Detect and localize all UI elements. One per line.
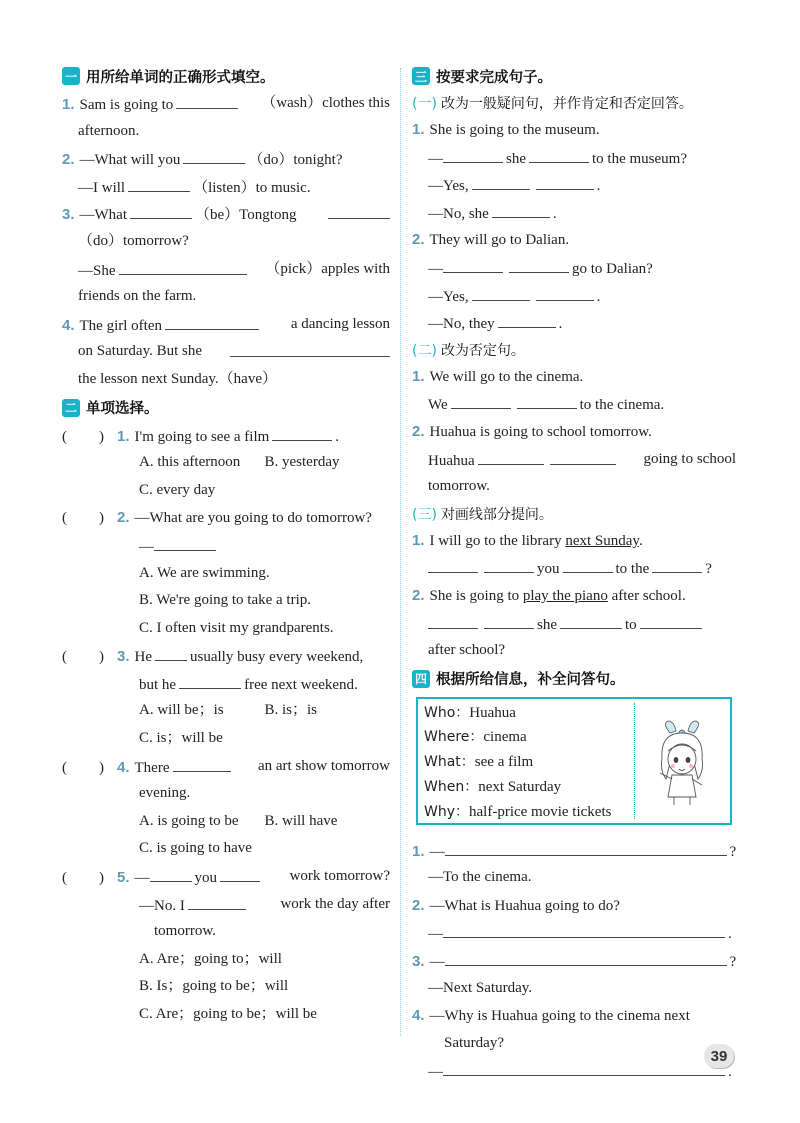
question-text: you: [194, 870, 218, 887]
exercise-line: [62, 311, 390, 339]
question-text: .: [558, 316, 563, 333]
answer-blank[interactable]: [529, 144, 589, 163]
exercise-line: [62, 145, 390, 173]
exercise-line: [62, 863, 390, 891]
answer-blank[interactable]: [130, 200, 192, 219]
girl-illustration: [650, 719, 714, 807]
info-row: [424, 750, 634, 775]
option-c[interactable]: C. Are；going to be；will be: [139, 1006, 317, 1022]
question-text: （be）Tongtong: [195, 207, 297, 224]
answer-blank[interactable]: [272, 422, 332, 441]
exercise-line: [412, 418, 736, 446]
answer-blank[interactable]: [640, 610, 702, 629]
info-key: When：: [424, 779, 479, 796]
left-column: [62, 62, 390, 1029]
question-text: you: [537, 561, 560, 578]
question-text: There: [134, 759, 170, 776]
question-text: —: [139, 538, 154, 555]
question-number: 2.: [117, 509, 130, 527]
option-b[interactable]: B. We're going to take a trip.: [139, 592, 312, 609]
exercise-line: [412, 282, 736, 310]
question-text: —What are you going to do tomorrow?: [134, 510, 372, 527]
question-text: free next weekend.: [244, 676, 358, 693]
question-text: work the day after: [280, 895, 390, 912]
exercise-line: [62, 504, 390, 532]
section-title: 按要求完成句子。: [436, 69, 552, 86]
question-text: .: [335, 428, 340, 445]
question-number: 3.: [62, 206, 75, 224]
exercise-line: [412, 892, 736, 920]
question-number: 1.: [62, 96, 75, 113]
section-badge: 四: [412, 670, 430, 688]
answer-blank[interactable]: [220, 863, 260, 882]
option-c[interactable]: C. every day: [139, 481, 216, 498]
subsection-title: 改为一般疑问句，并作肯定和否定回答。: [440, 96, 693, 112]
question-number: 5.: [117, 869, 130, 887]
question-number: 2.: [412, 896, 425, 914]
exercise-line: [412, 116, 736, 144]
question-text: ?: [729, 843, 737, 860]
column-divider: [400, 68, 401, 1036]
answer-blank[interactable]: [472, 171, 530, 190]
subsection-title: 对画线部分提问。: [440, 506, 553, 523]
exercise-line: [412, 446, 736, 474]
answer-blank[interactable]: [328, 200, 390, 219]
question-number: 4.: [412, 1007, 425, 1025]
question-text: —: [428, 1064, 443, 1081]
question-number: 1.: [117, 427, 130, 445]
exercise-line: [412, 1057, 736, 1085]
answer-blank[interactable]: [536, 171, 594, 190]
question-text: He: [134, 649, 153, 666]
question-text: I will go to the library: [429, 532, 562, 549]
answer-blank[interactable]: [443, 144, 503, 163]
question-text: she: [537, 616, 557, 633]
question-text: —To the cinema.: [428, 869, 532, 886]
exercise-line: [412, 1002, 736, 1030]
answer-blank[interactable]: [150, 863, 192, 882]
info-value: Huahua: [469, 704, 516, 721]
info-row: [424, 701, 634, 726]
section-badge: 三: [412, 67, 430, 85]
option-c[interactable]: C. I often visit my grandparents.: [139, 619, 334, 636]
answer-blank[interactable]: [188, 891, 246, 910]
info-key: Where：: [424, 729, 484, 746]
question-text: friends on the farm.: [78, 288, 197, 305]
answer-blank[interactable]: [173, 753, 231, 772]
question-number: 1.: [412, 842, 425, 860]
question-number: 2.: [412, 231, 425, 249]
exercise-line: [412, 582, 736, 610]
options-row: [62, 449, 390, 477]
question-text: go to Dalian?: [572, 260, 653, 277]
question-text: —: [134, 870, 150, 887]
answer-blank[interactable]: [484, 554, 534, 573]
answer-blank[interactable]: [176, 90, 238, 109]
question-text: —No, she: [428, 205, 489, 222]
answer-bracket[interactable]: ( ): [62, 428, 104, 445]
info-list: [424, 701, 634, 825]
question-text: she: [506, 150, 526, 167]
exercise-line: [412, 226, 736, 254]
exercise-line: [412, 363, 736, 391]
question-text: .: [552, 205, 557, 222]
question-text: afternoon.: [78, 122, 140, 139]
question-text: —Next Saturday.: [428, 979, 533, 996]
section-3-heading: [412, 62, 736, 90]
exercise-line: [62, 200, 390, 228]
question-text: —What: [79, 207, 127, 224]
exercise-line: [412, 199, 736, 227]
question-number: 3.: [117, 648, 130, 666]
answer-blank[interactable]: [492, 199, 550, 218]
answer-bracket[interactable]: ( ): [62, 870, 104, 887]
question-text: ?: [729, 954, 737, 971]
question-text: the lesson next Sunday.（have）: [78, 370, 277, 387]
question-text: .: [638, 532, 643, 549]
answer-bracket[interactable]: ( ): [62, 510, 104, 527]
question-text: tomorrow.: [428, 478, 490, 495]
question-text: —: [429, 954, 445, 971]
exercise-line: [62, 891, 390, 919]
answer-blank[interactable]: [472, 282, 530, 301]
question-number: 4.: [62, 316, 75, 334]
section-title: 单项选择。: [86, 401, 159, 418]
answer-blank[interactable]: [498, 309, 556, 328]
question-text: I'm going to see a film: [134, 428, 270, 445]
question-text: .: [728, 926, 732, 943]
exercise-line: [412, 919, 736, 947]
question-text: （do）tonight?: [248, 152, 343, 169]
answer-blank[interactable]: [536, 282, 594, 301]
answer-blank[interactable]: [509, 254, 569, 273]
question-number: 1.: [412, 531, 425, 549]
answer-blank[interactable]: [230, 338, 390, 357]
exercise-line: [62, 256, 390, 284]
option-b[interactable]: B. Is；going to be；will: [139, 978, 289, 995]
question-text: .: [728, 1064, 732, 1081]
subsection-heading: [412, 337, 736, 363]
question-text: （pick）apples with: [265, 260, 390, 277]
question-text: We will go to the cinema.: [429, 368, 584, 385]
exercise-line: [62, 422, 390, 450]
question-text: —She: [78, 262, 116, 279]
subsection-heading: [412, 501, 736, 527]
question-text: —: [428, 260, 443, 277]
question-text: —Yes,: [428, 178, 469, 195]
answer-blank[interactable]: [478, 446, 544, 465]
info-key: Who：: [424, 704, 470, 721]
question-text: —No. I: [139, 897, 185, 914]
question-text: work tomorrow?: [289, 868, 390, 885]
exercise-line: [412, 309, 736, 337]
option-c[interactable]: C. is；will be: [139, 730, 223, 747]
answer-blank[interactable]: [445, 947, 727, 966]
question-text: to the cinema.: [579, 397, 665, 414]
question-text: after school?: [428, 642, 506, 659]
answer-blank[interactable]: [517, 390, 577, 409]
subsection-title: 改为否定句。: [440, 342, 525, 359]
info-value: next Saturday: [478, 779, 562, 796]
question-number: 4.: [117, 758, 130, 776]
options-row: [62, 808, 390, 836]
question-text: —No, they: [428, 316, 495, 333]
info-value: cinema: [483, 729, 527, 746]
question-text: .: [596, 288, 601, 305]
question-text: —What is Huahua going to do?: [429, 897, 620, 914]
answer-blank[interactable]: [563, 554, 613, 573]
section-badge: 一: [62, 67, 80, 85]
answer-blank[interactable]: [183, 145, 245, 164]
exercise-line: [412, 610, 736, 638]
info-row: [424, 775, 634, 800]
question-text: to the: [615, 561, 650, 578]
question-text: —: [429, 843, 445, 860]
question-number: 2.: [412, 422, 425, 440]
answer-blank[interactable]: [445, 837, 727, 856]
exercise-line: [412, 527, 736, 555]
answer-blank[interactable]: [165, 311, 259, 330]
question-number: 3.: [412, 953, 425, 971]
answer-blank[interactable]: [560, 610, 622, 629]
section-badge: 二: [62, 399, 80, 417]
underlined-part: next Sunday: [565, 532, 639, 549]
exercise-line: [62, 90, 390, 118]
question-text: （listen）to music.: [193, 179, 311, 196]
subsection-number: (三): [412, 506, 437, 523]
option-b[interactable]: B. is；is: [264, 702, 318, 719]
option-a[interactable]: A. is going to be: [139, 812, 239, 829]
exercise-line: [62, 753, 390, 781]
question-text: She is going to: [429, 587, 520, 604]
exercise-line: [412, 390, 736, 418]
question-text: —Why is Huahua going to the cinema next: [429, 1008, 690, 1025]
exercise-line: [62, 670, 390, 698]
question-text: She is going to the museum.: [429, 122, 600, 138]
question-text: usually busy every weekend,: [190, 649, 364, 666]
section-title: 根据所给信息，补全问答句。: [436, 672, 625, 689]
question-text: They will go to Dalian.: [429, 232, 570, 249]
info-box-separator: [634, 703, 635, 819]
question-text: （do）tomorrow?: [78, 232, 189, 249]
option-a[interactable]: A. Are；going to；will: [139, 950, 282, 967]
right-column: [412, 62, 736, 1085]
answer-blank[interactable]: [154, 532, 216, 551]
underlined-part: play the piano: [522, 587, 608, 604]
question-text: on Saturday. But she: [78, 343, 203, 360]
info-box: [416, 697, 732, 825]
options-row: [62, 697, 390, 725]
answer-bracket[interactable]: ( ): [62, 649, 104, 666]
exercise-line: [62, 642, 390, 670]
info-row: [424, 800, 634, 825]
question-text: Sam is going to: [79, 97, 174, 113]
section-1-heading: [62, 62, 390, 90]
question-text: .: [596, 178, 601, 195]
answer-blank[interactable]: [451, 390, 511, 409]
section-4-heading: [412, 665, 736, 693]
info-value: half-price movie tickets: [469, 803, 612, 820]
question-text: Huahua is going to school tomorrow.: [429, 423, 652, 440]
question-text: after school.: [611, 587, 686, 604]
subsection-number: (一): [412, 96, 437, 112]
answer-blank[interactable]: [550, 446, 616, 465]
answer-blank[interactable]: [443, 254, 503, 273]
exercise-line: [412, 554, 736, 582]
question-text: （wash）clothes this: [261, 95, 390, 111]
info-value: see a film: [474, 754, 534, 771]
question-text: —What will you: [79, 152, 181, 169]
exercise-line: [412, 947, 736, 975]
option-a[interactable]: A. We are swimming.: [139, 564, 270, 581]
question-text: Saturday?: [444, 1034, 504, 1051]
question-text: evening.: [139, 785, 191, 802]
option-b[interactable]: B. will have: [264, 812, 338, 829]
answer-blank[interactable]: [119, 256, 247, 275]
section-2-heading: [62, 394, 390, 422]
exercise-line: [62, 173, 390, 201]
question-text: —: [428, 926, 443, 943]
answer-blank[interactable]: [128, 173, 190, 192]
page-number: 39: [704, 1044, 734, 1068]
question-text: —Yes,: [428, 288, 469, 305]
exercise-line: [62, 532, 390, 560]
question-text: tomorrow.: [154, 923, 216, 940]
exercise-line: [62, 338, 390, 366]
question-number: 1.: [412, 121, 425, 138]
question-text: but he: [139, 676, 177, 693]
answer-blank[interactable]: [179, 670, 241, 689]
subsection-number: (二): [412, 342, 437, 359]
answer-bracket[interactable]: ( ): [62, 759, 104, 776]
exercise-line: [412, 171, 736, 199]
question-text: Huahua: [428, 452, 475, 469]
section-title: 用所给单词的正确形式填空。: [86, 69, 275, 86]
option-b[interactable]: B. yesterday: [264, 454, 340, 471]
question-text: We: [428, 397, 448, 414]
question-text: to: [625, 616, 637, 633]
answer-blank[interactable]: [484, 610, 534, 629]
question-text: ?: [705, 561, 712, 578]
answer-blank[interactable]: [155, 642, 187, 661]
exercise-line: [412, 254, 736, 282]
option-a[interactable]: A. this afternoon: [139, 454, 241, 471]
question-text: —: [428, 150, 443, 167]
subsection-heading: [412, 90, 736, 116]
answer-blank[interactable]: [652, 554, 702, 573]
exercise-line: [412, 837, 736, 865]
question-number: 2.: [412, 586, 425, 604]
option-c[interactable]: C. is going to have: [139, 840, 252, 857]
answer-blank[interactable]: [428, 610, 478, 629]
exercise-line: [412, 144, 736, 172]
info-row: [424, 725, 634, 750]
info-key: What：: [424, 754, 475, 771]
answer-blank[interactable]: [428, 554, 478, 573]
question-number: 2.: [62, 151, 75, 169]
option-a[interactable]: A. will be；is: [139, 702, 224, 719]
question-text: to the museum?: [592, 150, 687, 167]
question-text: an art show tomorrow: [257, 757, 390, 774]
question-text: going to school: [643, 450, 736, 467]
question-text: —I will: [78, 179, 126, 196]
answer-blank[interactable]: [443, 919, 725, 938]
question-text: a dancing lesson: [290, 315, 390, 332]
question-number: 1.: [412, 367, 425, 385]
info-key: Why：: [424, 803, 470, 820]
question-text: The girl often: [79, 317, 162, 334]
answer-blank[interactable]: [443, 1057, 725, 1076]
